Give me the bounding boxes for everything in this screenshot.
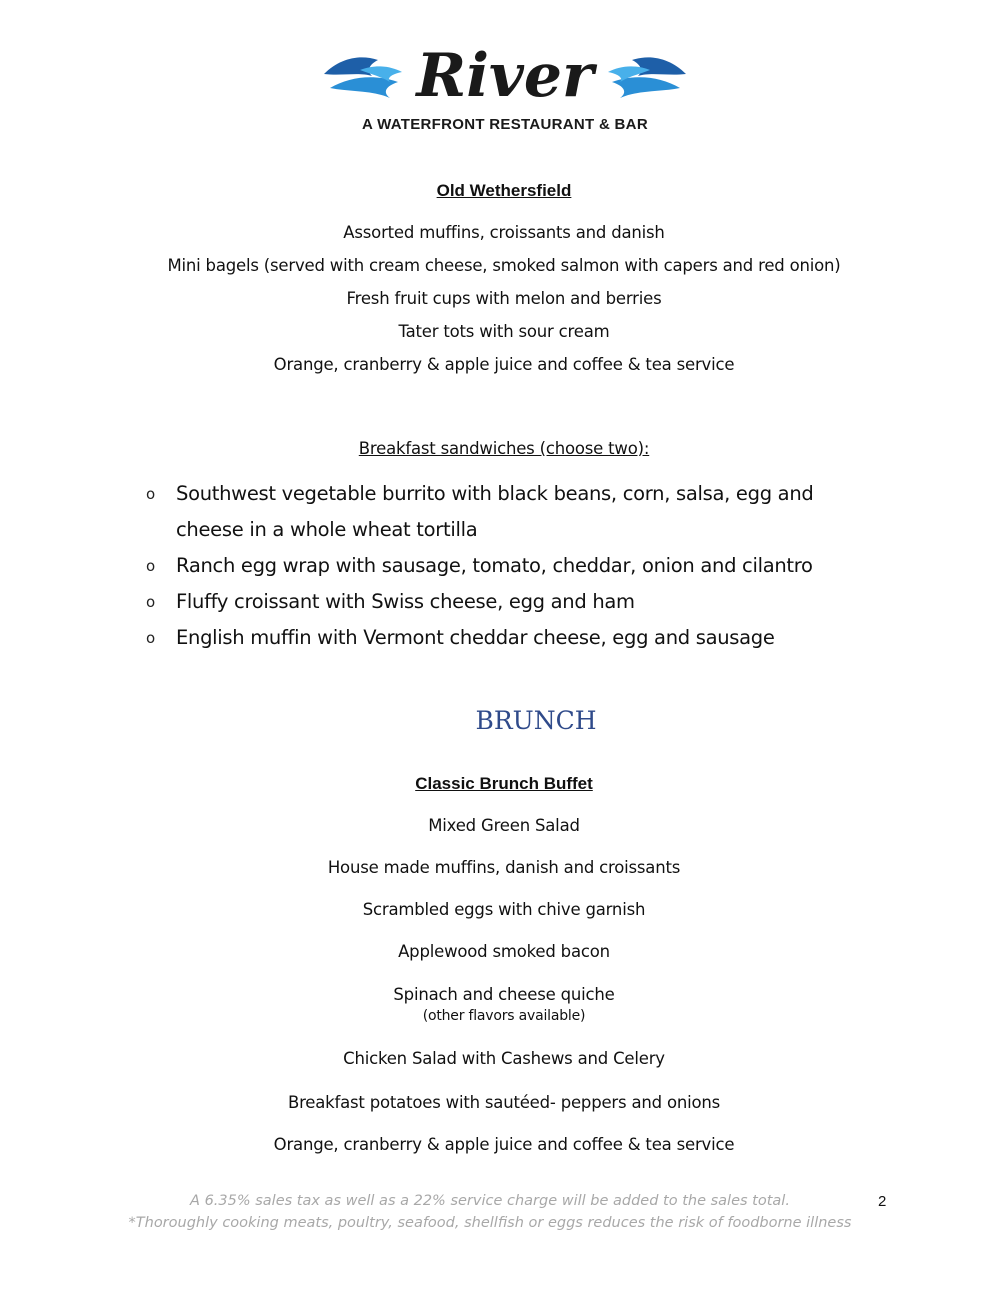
menu-item: Orange, cranberry & apple juice and coffee & tea service: [273, 355, 735, 374]
breakfast-sandwiches-heading: Breakfast sandwiches (choose two):: [358, 439, 650, 458]
sandwich-label: English muffin with Vermont cheddar cheese, egg and sausage: [176, 626, 775, 649]
menu-item: House made muffins, danish and croissants: [327, 858, 681, 877]
section-title-old-wethersfield: Old Wethersfield: [436, 181, 572, 200]
bullet-circle-icon: o: [146, 593, 155, 611]
sandwich-label: Fluffy croissant with Swiss cheese, egg and ham: [176, 590, 635, 613]
menu-item: Orange, cranberry & apple juice and coffee & tea service: [273, 1135, 735, 1154]
menu-item: Tater tots with sour cream: [398, 322, 610, 341]
list-item: [146, 476, 866, 548]
footer-food-safety-note: *Thoroughly cooking meats, poultry, seafood, shellfish or eggs reduces the risk of foodborne illness: [128, 1215, 852, 1231]
page-number: 2: [878, 1193, 887, 1210]
menu-item: Spinach and cheese quiche: [393, 985, 615, 1004]
menu-item: Mixed Green Salad: [428, 816, 580, 835]
list-item: [146, 584, 866, 620]
bullet-circle-icon: o: [146, 485, 155, 503]
menu-item: Mini bagels (served with cream cheese, smoked salmon with capers and red onion): [167, 256, 841, 275]
menu-item: Scrambled eggs with chive garnish: [362, 900, 646, 919]
menu-item: Assorted muffins, croissants and danish: [343, 223, 665, 242]
logo-wordmark: River: [416, 41, 594, 111]
menu-item: Breakfast potatoes with sautéed- peppers and onions: [287, 1093, 721, 1112]
footer-tax-note: A 6.35% sales tax as well as a 22% service charge will be added to the sales total.: [190, 1193, 790, 1209]
section-title-classic-brunch: Classic Brunch Buffet: [415, 774, 593, 793]
bullet-circle-icon: o: [146, 557, 155, 575]
menu-item: Applewood smoked bacon: [398, 942, 610, 961]
bullet-circle-icon: o: [146, 629, 155, 647]
brunch-heading: BRUNCH: [475, 706, 597, 735]
list-item: [146, 548, 866, 584]
logo-tagline: A WATERFRONT RESTAURANT & BAR: [362, 116, 648, 133]
menu-item: Fresh fruit cups with melon and berries: [346, 289, 662, 308]
wave-logo-icon: [320, 30, 690, 120]
menu-item: Chicken Salad with Cashews and Celery: [343, 1049, 665, 1068]
restaurant-logo: [320, 30, 690, 140]
menu-item-note: (other flavors available): [422, 1008, 586, 1024]
list-item: [146, 620, 866, 656]
sandwich-label: Ranch egg wrap with sausage, tomato, cheddar, onion and cilantro: [176, 554, 813, 577]
sandwich-label: Southwest vegetable burrito with black beans, corn, salsa, egg and cheese in a whole wheat tortilla: [176, 482, 814, 541]
sandwich-list: [146, 476, 866, 656]
